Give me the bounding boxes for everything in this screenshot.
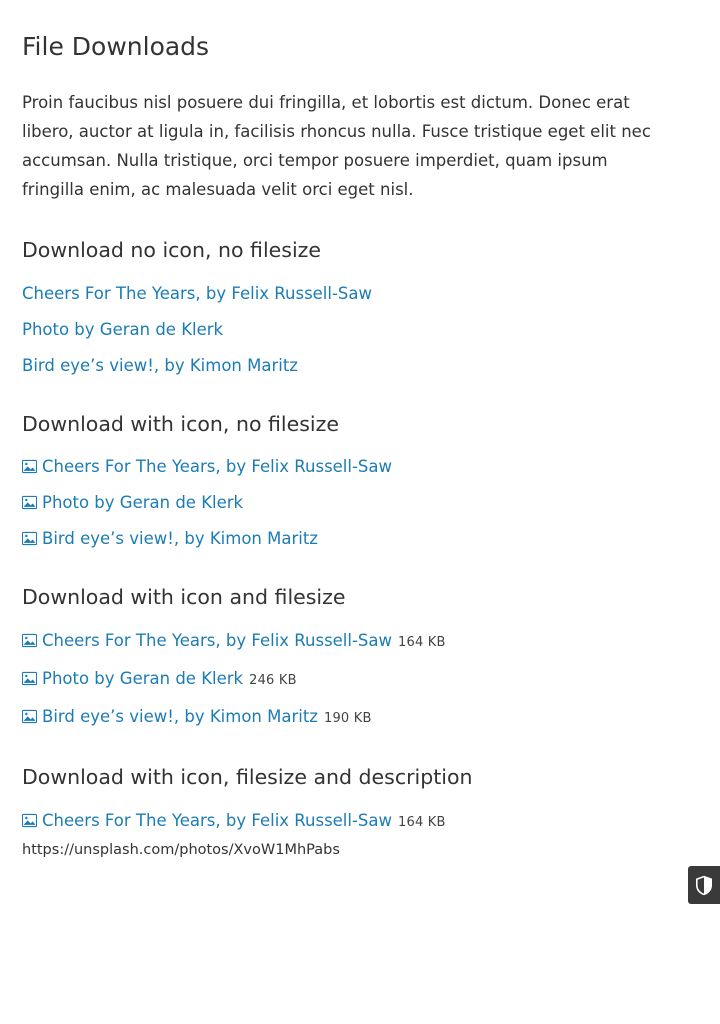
filesize-label: 164 KB <box>398 814 446 830</box>
download-link[interactable]: Cheers For The Years, by Felix Russell-Saw <box>42 810 393 830</box>
download-link[interactable]: Bird eye’s view!, by Kimon Maritz <box>22 355 298 375</box>
download-list <box>22 629 698 731</box>
shield-check-icon <box>695 875 713 896</box>
download-link[interactable]: Cheers For The Years, by Felix Russell-Saw <box>42 457 393 477</box>
list-item <box>22 527 698 551</box>
intro-paragraph: Proin faucibus nisl posuere dui fringilla, et lobortis est dictum. Donec erat libero, auctor at ligula in, facilisis rhoncus nulla. Fusce tristique eget elit nec accumsan. Nulla tristique, orci tempor posuere imperdiet, quam ipsum fringilla enim, ac malesuada velit orci eget nisl. <box>22 93 651 199</box>
image-file-icon <box>22 669 37 684</box>
corner-badge[interactable] <box>688 866 720 904</box>
image-file-icon <box>22 457 37 472</box>
section-heading: Download with icon, no filesize <box>22 411 339 436</box>
image-file-icon <box>22 529 37 544</box>
list-item <box>22 491 698 515</box>
image-file-icon <box>22 707 37 722</box>
section-no-icon-no-filesize <box>22 238 698 378</box>
list-item <box>22 667 698 693</box>
list-item <box>22 282 698 306</box>
download-description: https://unsplash.com/photos/XvoW1MhPabs <box>22 841 340 858</box>
download-link[interactable]: Cheers For The Years, by Felix Russell-Saw <box>22 283 373 303</box>
section-icon-and-filesize <box>22 585 698 731</box>
filesize-label: 246 KB <box>249 672 297 688</box>
filesize-label: 190 KB <box>323 710 372 726</box>
filesize-label: 164 KB <box>398 634 446 650</box>
image-file-icon <box>22 811 37 826</box>
download-link[interactable]: Bird eye’s view!, by Kimon Maritz <box>42 706 318 726</box>
section-heading: Download with icon and filesize <box>22 585 346 610</box>
list-item <box>22 809 698 860</box>
download-list <box>22 455 698 551</box>
image-file-icon <box>22 493 37 508</box>
image-file-icon <box>22 631 37 646</box>
page-title: File Downloads <box>22 32 210 61</box>
list-item <box>22 318 698 342</box>
download-list <box>22 809 698 860</box>
section-icon-filesize-description <box>22 765 698 860</box>
list-item <box>22 354 698 378</box>
download-list <box>22 282 698 378</box>
download-link[interactable]: Bird eye’s view!, by Kimon Maritz <box>42 529 318 549</box>
download-link[interactable]: Photo by Geran de Klerk <box>42 668 244 688</box>
list-item <box>22 705 698 731</box>
download-link[interactable]: Photo by Geran de Klerk <box>42 493 244 513</box>
section-heading: Download with icon, filesize and description <box>22 764 473 789</box>
download-link[interactable]: Cheers For The Years, by Felix Russell-Saw <box>42 630 393 650</box>
list-item <box>22 629 698 655</box>
download-link[interactable]: Photo by Geran de Klerk <box>22 319 224 339</box>
section-icon-no-filesize <box>22 412 698 552</box>
section-heading: Download no icon, no filesize <box>22 238 322 262</box>
list-item <box>22 455 698 479</box>
